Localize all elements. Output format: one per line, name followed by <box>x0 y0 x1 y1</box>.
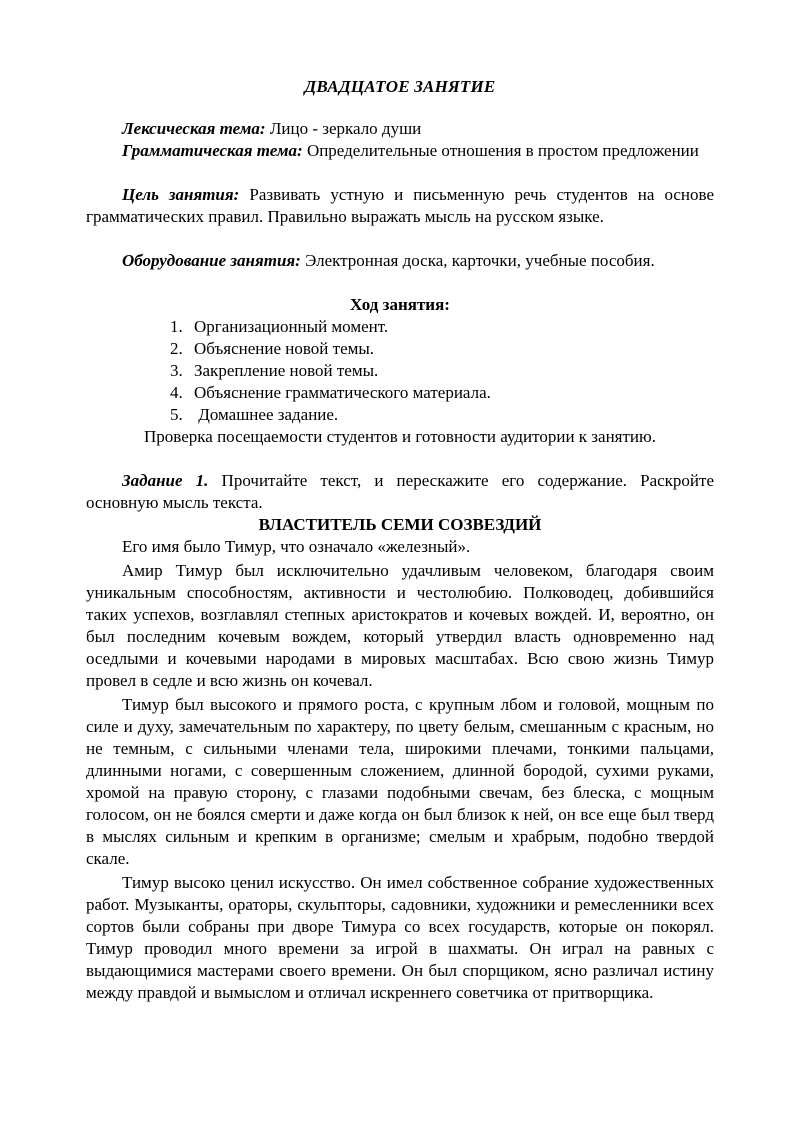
task-1-text: Прочитайте текст, и перескажите его содержание. Раскройте основную мысль текста. <box>86 471 714 512</box>
task-1-label: Задание 1. <box>122 471 209 490</box>
list-item <box>170 382 714 404</box>
spacer <box>86 228 714 250</box>
story-paragraph: Амир Тимур был исключительно удачливым человеком, благодаря своим уникальным способностям, активности и честолюбию. Полководец, добившийся таких успехов, возглавлял степных аристократов и кочевых вождей. И, вероятно, он был последним кочевым вождем, который утвердил власть одновременно над оседлыми и кочевыми народами в мировых масштабах. Всю свою жизнь Тимур провел в седле и всю жизнь он кочевал. <box>86 561 714 690</box>
list-item <box>170 316 714 338</box>
step-number: 4. <box>170 383 183 402</box>
lesson-goal-label: Цель занятия: <box>122 185 240 204</box>
lesson-equipment-text: Электронная доска, карточки, учебные пособия. <box>300 251 655 270</box>
task-1 <box>86 470 714 514</box>
lesson-equipment <box>86 250 714 272</box>
story-paragraph: Тимур высоко ценил искусство. Он имел собственное собрание художественных работ. Музыканты, ораторы, скульпторы, садовники, художники и ремесленники всех сортов были собраны при дворе Тимура со всех государств, которые он покорял. Тимур проводил много времени за игрой в шахматы. Он играл на равных с выдающимися мастерами своего времени. Он был спорщиком, ясно различал истину между правдой и вымыслом и отличал искреннего советчика от притворщика. <box>86 873 714 1002</box>
step-number: 2. <box>170 339 183 358</box>
story-paragraph: Тимур был высокого и прямого роста, с крупным лбом и головой, мощным по силе и духу, замечательным по характеру, по цвету белым, смешанным с красным, но не темным, с сильными членами тела, широкими плечами, тонкими пальцами, длинными ногами, с совершенным сложением, длинной бородой, сухими руками, хромой на правую сторону, с глазами подобными свечам, без блеска, с мощным голосом, он не боялся смерти и даже когда он был близок к ней, он все еще был тверд в мыслях сильным и крепким в организме; смелым и храбрым, подобно твердой скале. <box>86 695 714 868</box>
lesson-title: ДВАДЦАТОЕ ЗАНЯТИЕ <box>304 77 496 96</box>
step-text: Объяснение грамматического материала. <box>194 383 491 402</box>
lesson-goal <box>86 184 714 228</box>
step-number: 1. <box>170 317 183 336</box>
story-text <box>86 536 714 1004</box>
step-number: 3. <box>170 361 183 380</box>
lexical-topic-label: Лексическая тема: <box>122 119 266 138</box>
list-item <box>170 360 714 382</box>
lexical-topic-text: Лицо - зеркало души <box>265 119 422 138</box>
step-text: Организационный момент. <box>194 317 389 336</box>
lesson-equipment-label: Оборудование занятия: <box>122 251 301 270</box>
step-text: Домашнее задание. <box>194 405 339 424</box>
course-heading: Ход занятия: <box>350 295 450 314</box>
step-text: Объяснение новой темы. <box>194 339 375 358</box>
step-text: Закрепление новой темы. <box>194 361 379 380</box>
step-number: 5. <box>170 405 183 424</box>
list-item <box>170 404 714 426</box>
spacer <box>86 448 714 470</box>
story-title: ВЛАСТИТЕЛЬ СЕМИ СОЗВЕЗДИЙ <box>258 515 542 534</box>
course-steps <box>86 316 714 426</box>
attendance-note: Проверка посещаемости студентов и готовности аудитории к занятию. <box>144 427 656 446</box>
grammar-topic-label: Грамматическая тема: <box>122 141 303 160</box>
grammar-topic-text: Определительные отношения в простом предложении <box>302 141 699 160</box>
grammar-topic <box>86 140 714 162</box>
lesson-goal-text: Развивать устную и письменную речь студентов на основе грамматических правил. Правильно выражать мысль на русском языке. <box>86 185 714 226</box>
spacer <box>86 162 714 184</box>
story-paragraph: Его имя было Тимур, что означало «железный». <box>122 537 471 556</box>
list-item <box>170 338 714 360</box>
spacer <box>86 272 714 294</box>
lexical-topic <box>86 118 714 140</box>
